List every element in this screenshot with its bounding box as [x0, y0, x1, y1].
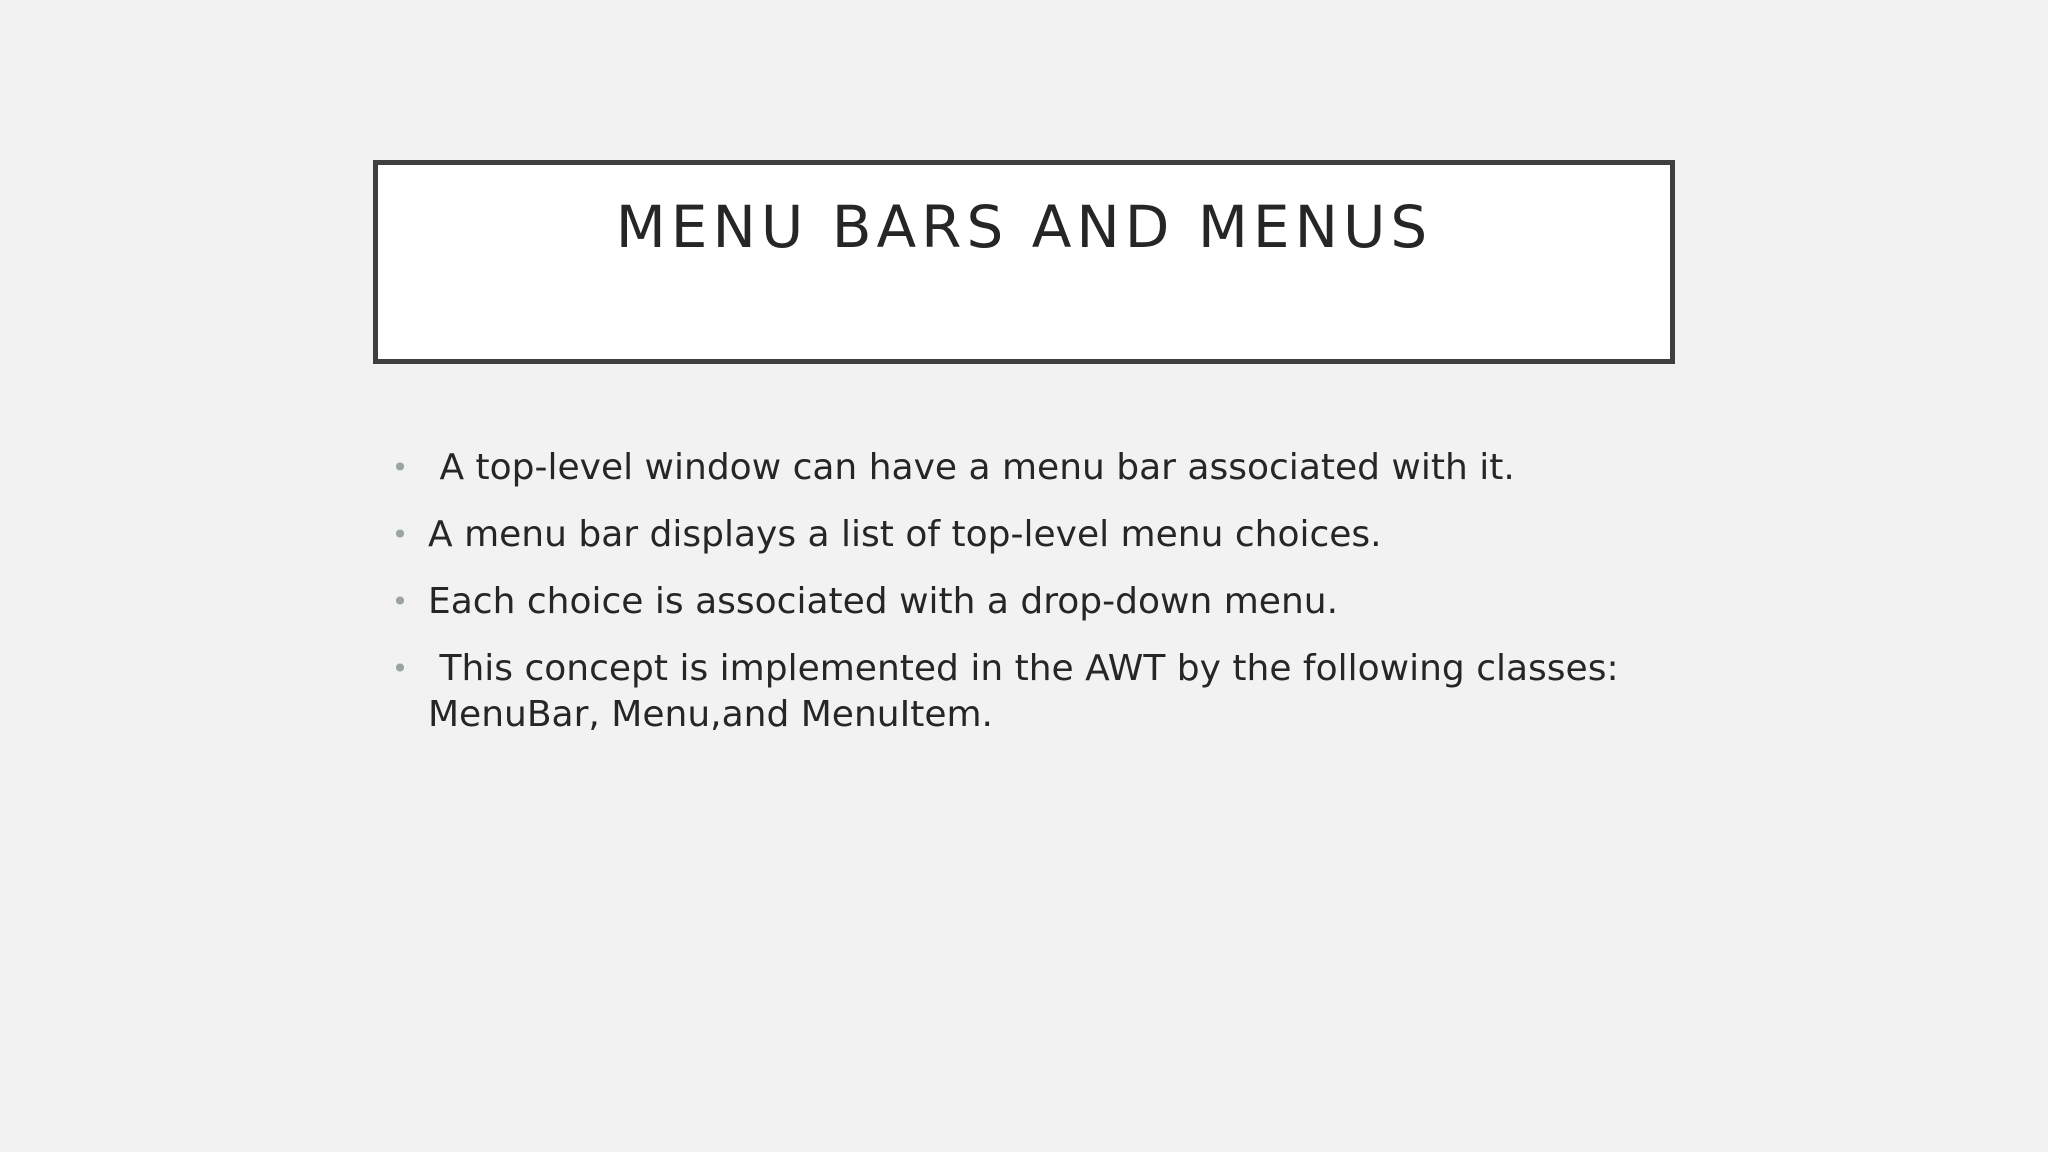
- bullet-text: This concept is implemented in the AWT by the following classes: MenuBar, Menu,and MenuItem.: [428, 648, 1631, 735]
- bullet-text: A top-level window can have a menu bar associated with it.: [428, 447, 1515, 488]
- title-box: [373, 160, 1675, 364]
- bullet-list: [390, 445, 1690, 759]
- bullet-item: [390, 445, 1690, 491]
- bullet-text: A menu bar displays a list of top-level menu choices.: [428, 514, 1382, 555]
- bullet-marker-icon: •: [391, 652, 409, 685]
- bullet-marker-icon: •: [391, 585, 409, 618]
- bullet-item: [390, 579, 1690, 625]
- bullet-text: Each choice is associated with a drop-down menu.: [428, 581, 1339, 622]
- slide-title: MENU BARS AND MENUS: [615, 193, 1433, 261]
- bullet-marker-icon: •: [391, 451, 409, 484]
- bullet-marker-icon: •: [391, 518, 409, 551]
- bullet-item: [390, 512, 1690, 558]
- bullet-item: [390, 646, 1690, 738]
